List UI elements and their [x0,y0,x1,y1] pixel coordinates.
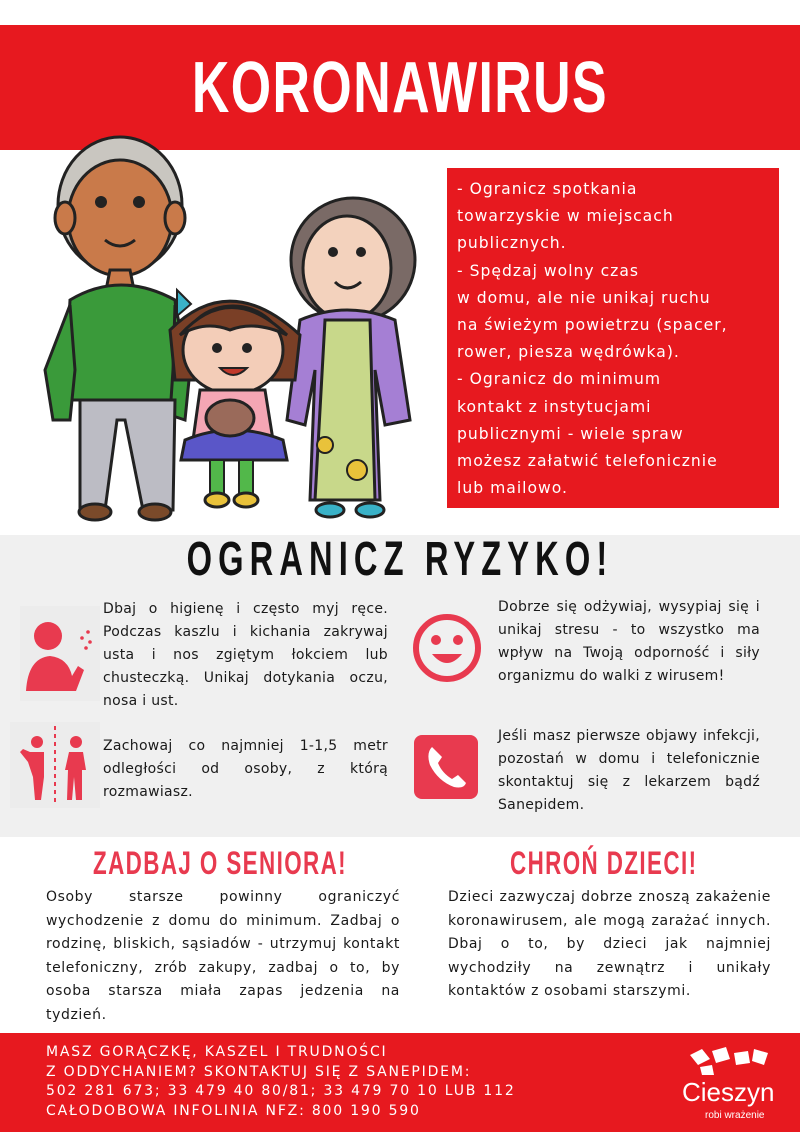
cough-hygiene-icon [20,606,100,701]
smiley-face-icon [412,612,482,684]
seniors-text: Osoby starsze powinny ograniczyć wychodzenie z domu do minimum. Zadbaj o rodzinę, bliskich, sąsiadów - utrzymuj kontakt telefoniczny, zrób zakupy, zadbaj o to, by osoba starsza miała zapas jedzenia na tydzień. [46,889,400,1023]
children-text: Dzieci zazwyczaj dobrze znoszą zakażenie koronawirusem, ale mogą zarażać innych. Dbaj o to, by dzieci jak najmniej wychodziły na zewnątrz i unikały kontaktów z osobami starszymi. [448,889,771,999]
social-distance-icon [10,722,100,808]
grandmother-figure [287,198,415,517]
risk-title: OGRANICZ RYZYKO! [186,533,614,586]
logo-name: Cieszyn [682,1077,775,1107]
top-tips-text: - Ogranicz spotkania towarzyskie w miejscach publicznych. - Spędzaj wolny czas w domu, ale nie unikaj ruchu na świeżym powietrzu (spacer, rower, piesza wędrówka). - Ogranicz do minimum kontakt z instytucjami publicznymi - wiele spraw możesz załatwić telefonicznie lub mailowo. [457,180,728,498]
phone-icon [412,733,480,801]
family-illustration [25,120,425,530]
footer-line: CAŁODOBOWA INFOLINIA NFZ: 800 190 590 [46,1102,421,1119]
footer-line: Z ODDYCHANIEM? SKONTAKTUJ SIĘ Z SANEPIDEM: [46,1063,472,1080]
tip-health-text: Dobrze się odżywiaj, wysypiaj się i unikaj stresu - to wszystko ma wpływ na Twoją odporność i siły organizmu do walki z wirusem! [498,599,760,684]
footer-contact [46,1043,516,1121]
footer-line: 502 281 673; 33 479 40 80/81; 33 479 70 10 LUB 112 [46,1083,516,1099]
top-tips-box [447,168,779,508]
tip-distance-text: Zachowaj co najmniej 1-1,5 metr odległości od osoby, z którą rozmawiasz. [103,738,388,800]
girl-figure [170,290,300,507]
seniors-title: ZADBAJ O SENIORA! [93,845,348,881]
children-title: CHROŃ DZIECI! [510,845,698,881]
tip-symptoms-text: Jeśli masz pierwsze objawy infekcji, pozostań w domu i telefonicznie skontaktuj się z lekarzem bądź Sanepidem. [498,728,760,813]
footer-line: MASZ GORĄCZKĘ, KASZEL I TRUDNOŚCI [46,1044,388,1060]
tip-hygiene-text: Dbaj o higienę i często myj ręce. Podczas kaszlu i kichania zakrywaj usta i nos zgiętym łokciem lub chusteczką. Unikaj dotykania oczu, nosa i ust. [103,601,388,709]
grandfather-figure [45,137,190,520]
page-title: KORONAWIRUS [191,47,609,128]
logo-slogan: robi wrażenie [705,1110,765,1121]
